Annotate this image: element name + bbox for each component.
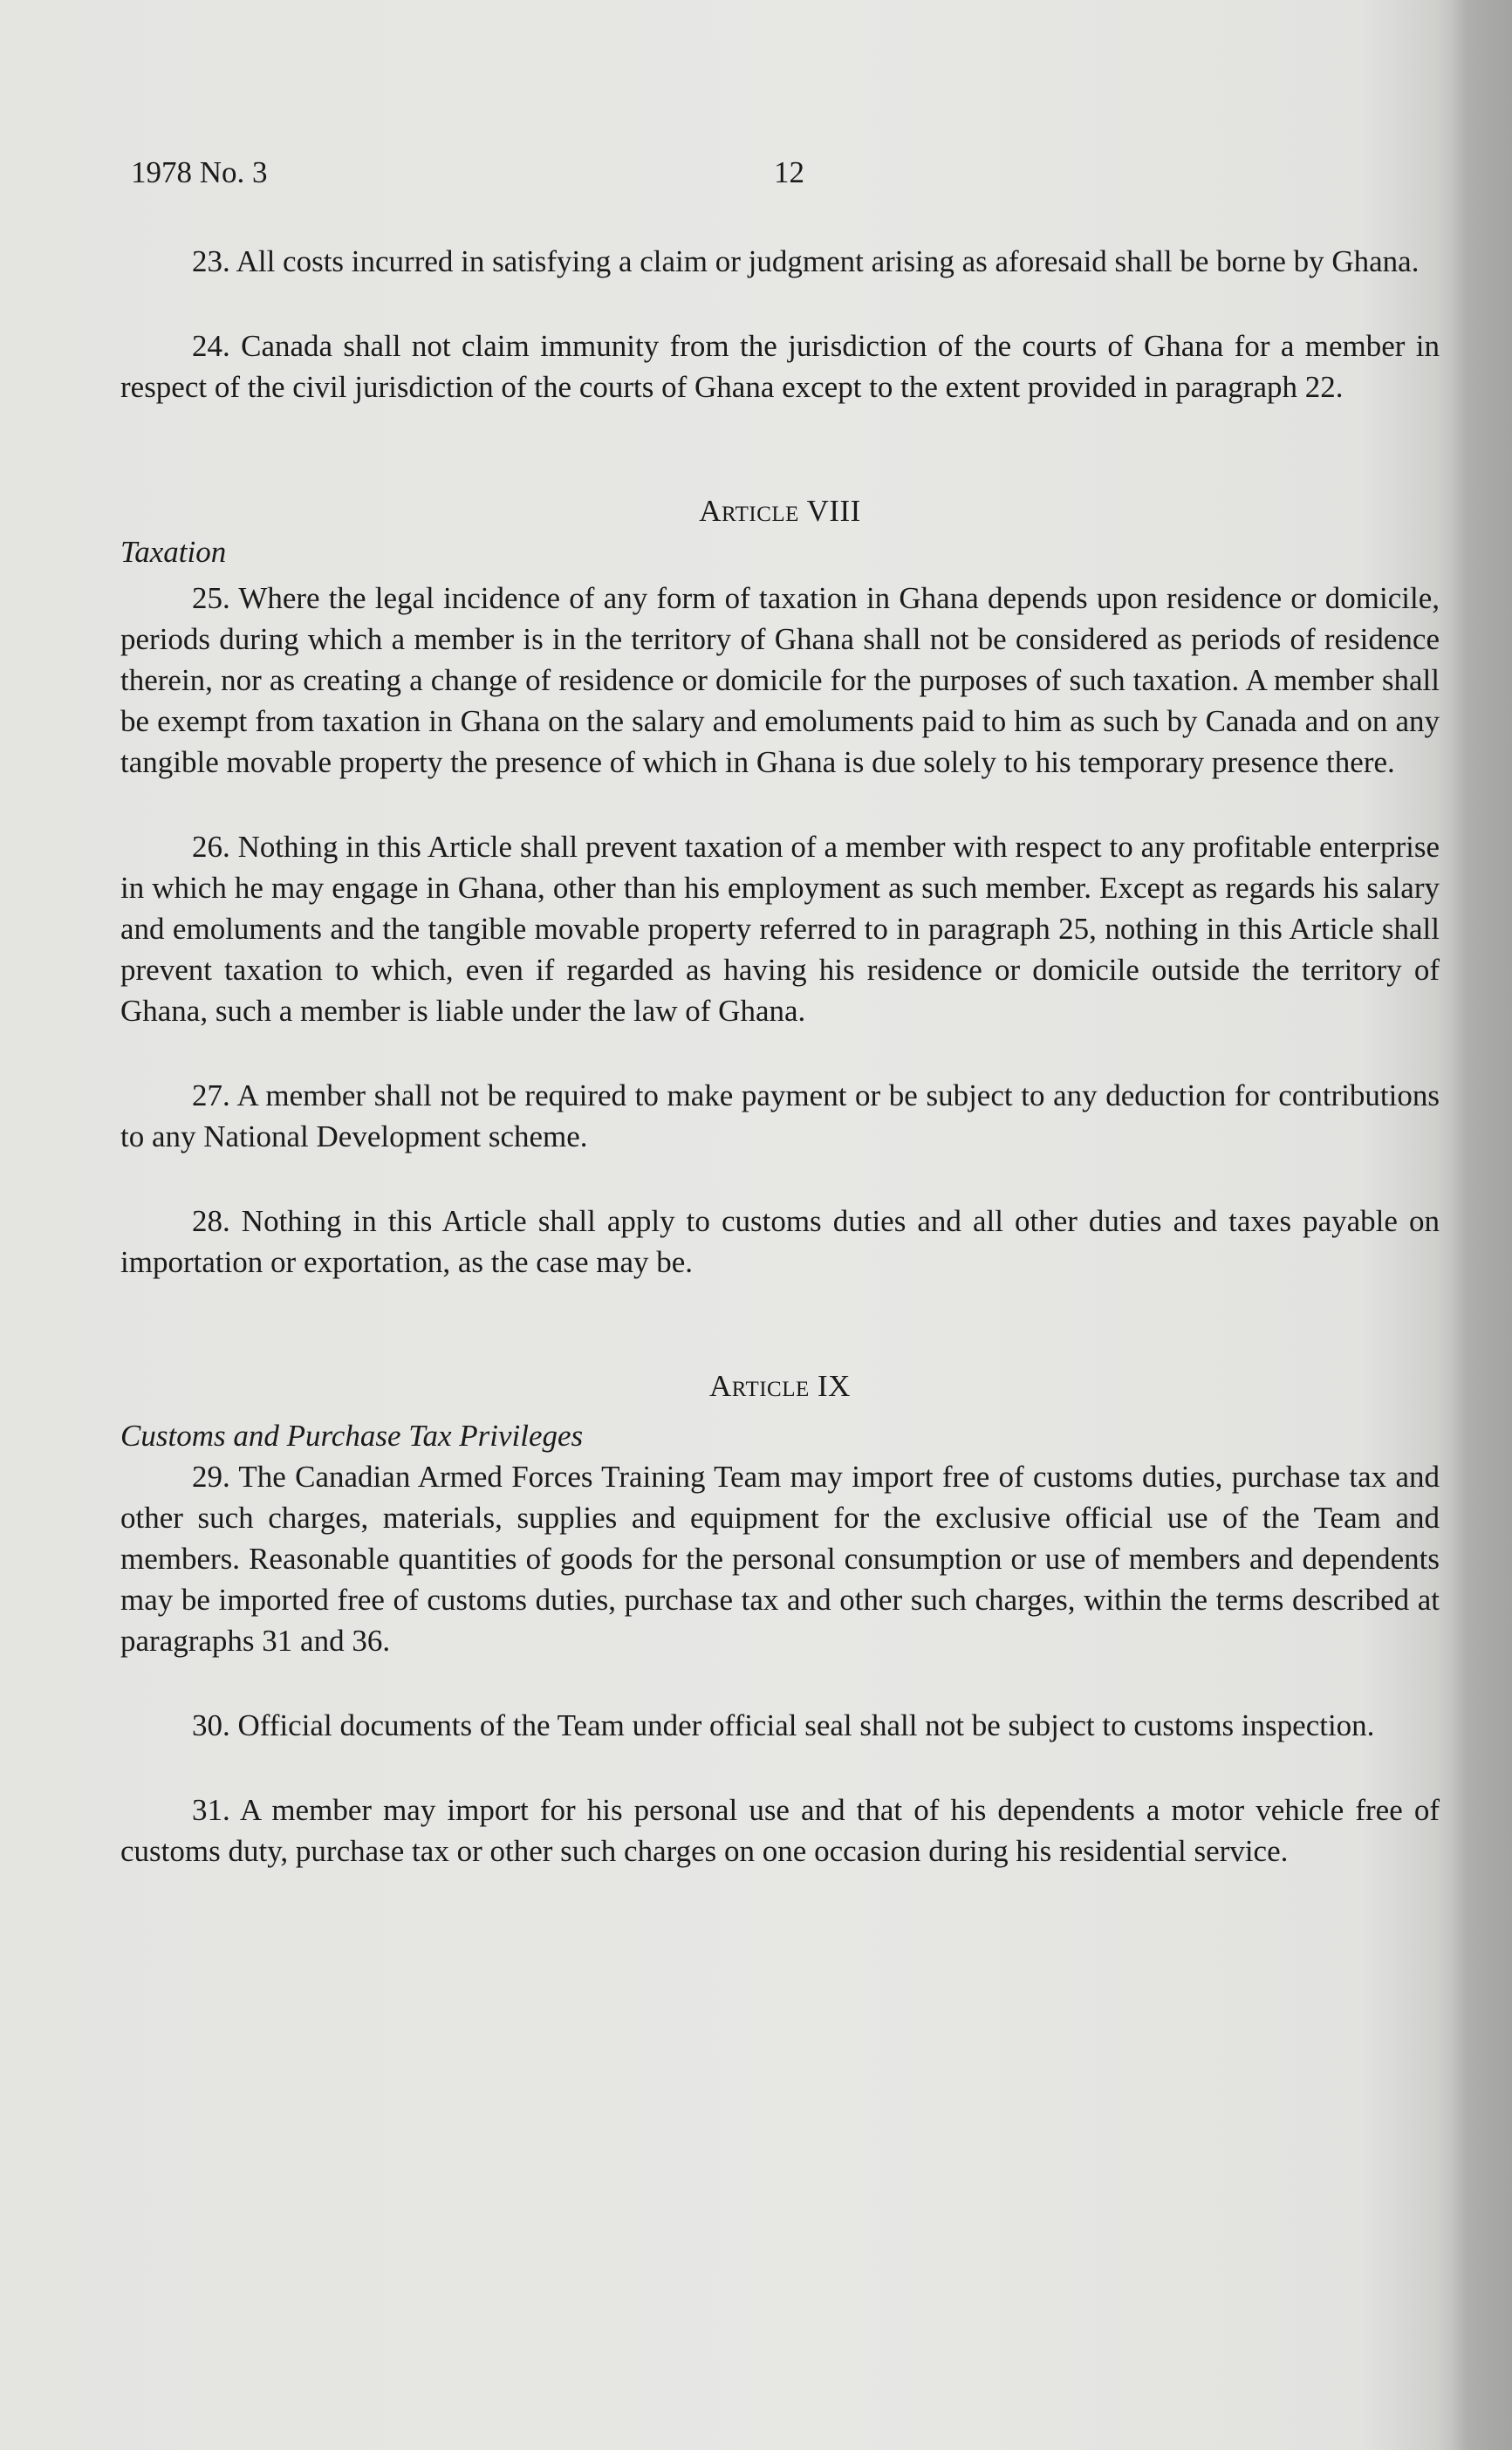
paragraph-30: 30. Official documents of the Team under official seal shall not be subject to customs inspection. [192, 1708, 1375, 1742]
page-header [131, 154, 1440, 192]
paragraph-23: 23. All costs incurred in satisfying a claim or judgment arising as aforesaid shall be borne by Ghana. [192, 244, 1420, 278]
paragraph-25: 25. Where the legal incidence of any form of taxation in Ghana depends upon residence or domicile, periods during which a member is in the territory of Ghana shall not be considered as periods of residence therein, nor as creating a change of residence or domicile for the purposes of such taxation. A member shall be exempt from taxation in Ghana on the salary and emoluments paid to him as such by Canada and on any tangible movable property the presence of which in Ghana is due solely to his temporary presence there. [120, 581, 1440, 779]
customs-subheading: Customs and Purchase Tax Privileges [120, 1419, 584, 1453]
document-body [120, 241, 1440, 1872]
paragraph-28: 28. Nothing in this Article shall apply to customs duties and all other duties and taxes payable on importation or exportation, as the case may be. [120, 1204, 1440, 1279]
taxation-subheading: Taxation [120, 535, 227, 569]
paragraph-24: 24. Canada shall not claim immunity from the jurisdiction of the courts of Ghana for a member in respect of the civil jurisdiction of the courts of Ghana except to the extent provided in paragraph 22. [120, 329, 1440, 404]
paragraph-26: 26. Nothing in this Article shall prevent taxation of a member with respect to any profitable enterprise in which he may engage in Ghana, other than his employment as such member. Except as regards his salary and emoluments and the tangible movable property referred to in paragraph 25, nothing in this Article shall prevent taxation to which, even if regarded as having his residence or domicile outside the territory of Ghana, such a member is liable under the law of Ghana. [120, 830, 1440, 1028]
page-edge-shadow [1451, 0, 1512, 2450]
header-citation: 1978 No. 3 [131, 155, 268, 189]
article-ix-heading: Article IX [709, 1369, 851, 1403]
page-number: 12 [774, 155, 804, 189]
article-viii-heading: Article VIII [699, 494, 861, 528]
paragraph-29: 29. The Canadian Armed Forces Training Team may import free of customs duties, purchase tax and other such charges, materials, supplies and equipment for the exclusive official use of the Team and members. Reasonable quantities of goods for the personal consumption or use of members and dependents may be imported free of customs duties, purchase tax and other such charges, within the terms described at paragraphs 31 and 36. [120, 1460, 1440, 1658]
paragraph-27: 27. A member shall not be required to make payment or be subject to any deduction for contributions to any National Development scheme. [120, 1078, 1440, 1153]
paragraph-31: 31. A member may import for his personal use and that of his dependents a motor vehicle free of customs duty, purchase tax or other such charges on one occasion during his residential service. [120, 1793, 1440, 1868]
